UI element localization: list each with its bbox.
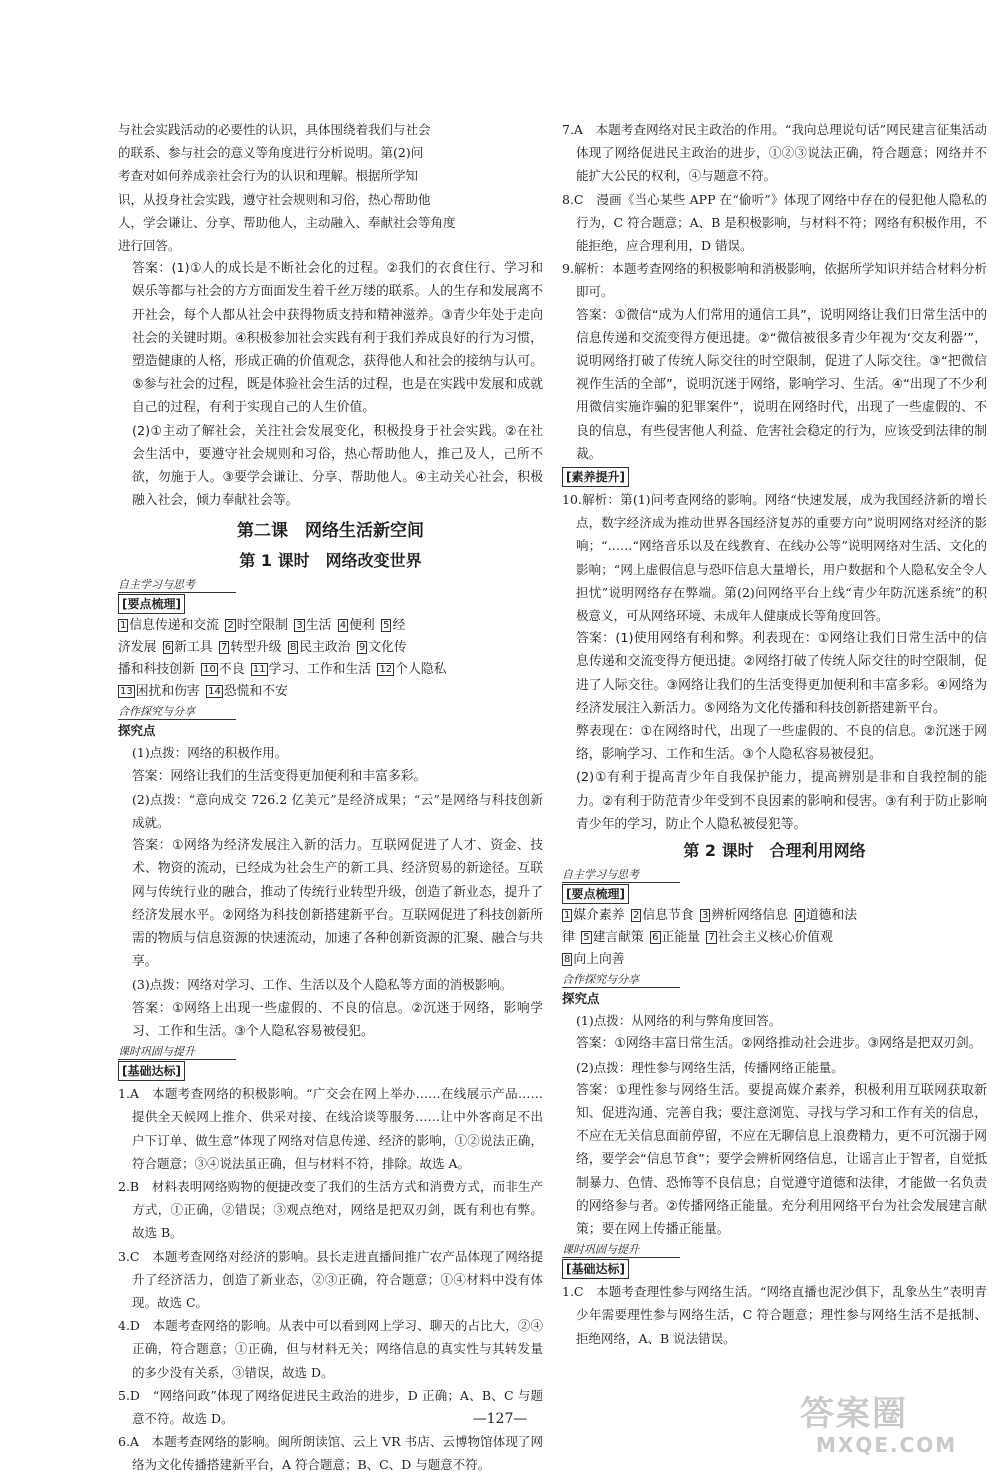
answer-paragraph: 答案：(1)①人的成长是不断社会化的过程。②我们的衣食住行、学习和娱乐等都与社会的方方面面发生着千丝万缕的联系。人的生存和发展离不开社会，每个人都从社会中获得物质支持和精神滋养。③青少年处于走向社会的关键时期。④积极参加社会实践有利于我们养成良好的行为习惯，塑造健康的人格，形成正确的价值观念，获得他人和社会的接纳与认可。⑤参与社会的过程，既是体验社会生活的过程，也是在实践中发展和成就自己的过程，有利于实现自己的人生价值。 [132, 261, 543, 416]
intro-line: 识，从投身社会实践，遵守社会规则和习俗，热心帮助他 [118, 191, 431, 207]
point-text: 便利 [349, 618, 375, 634]
answer-text: 答案：①微信“成为人们常用的通信工具”，说明网络让我们日常生活中的信息传递和交流变得方便迅捷。②“微信被很多青少年视为‘交友利器’”，说明网络打破了传统人际交往的时空限制，促进了人际交往。③“把微信视作生活的全部”，说明沉迷于网络，影响学习、生活。④“出现了不少利用微信实施诈骗的犯罪案件”，说明在网络时代，出现了一些虚假的、不良的信息，有些侵害他人利益、危害社会稳定的行为，应该受到法律的制裁。 [576, 307, 987, 462]
hint-text: (3)点拨：网络对学习、工作、生活以及个人隐私等方面的消极影响。 [132, 977, 513, 993]
intro-line: 进行回答。 [118, 238, 181, 254]
question-item: 1.C 本题考查理性参与网络生活。“网络直播也泥沙俱下，乱象丛生”表明青少年需要理性参与网络生活，C 符合题意；理性参与网络生活不是抵制、拒绝网络，A、B 说法错误。 [562, 1284, 987, 1346]
point-text: 不良 [218, 662, 245, 678]
key-points-list [562, 905, 987, 971]
point-text: 恐慌和不安 [223, 684, 288, 700]
point-number: 7 [708, 932, 715, 944]
page-number: —127— [472, 1411, 528, 1427]
hint-text: (1)点拨：从网络的利与弊角度回答。 [576, 1013, 782, 1029]
answer-text: 答案：(1)使用网络有利和弊。利表现在：①网络让我们日常生活中的信息传递和交流变得方便迅捷。②网络打破了传统人际交往的时空限制，促进了人际交往。③网络让我们的生活变得更加便利和丰富多彩。④网络为经济发展注入新活力。⑤网络为文化传播和科技创新搭建新平台。 [576, 631, 987, 716]
point-text: 济发展 [118, 640, 157, 656]
point-text: 民主政治 [299, 640, 351, 656]
point-number: 1 [120, 620, 127, 632]
period-title: 第 1 课时 网络改变世界 [239, 551, 422, 571]
answer-text: 答案：①理性参与网络生活。要提高媒介素养，积极利用互联网获取新知、促进沟通、完善自我；要注意浏览、寻找与学习和工作有关的信息，不应在无关信息面前停留，不应在无聊信息上浪费精力，更不可沉溺于网络，要学会“信息节食”；要学会辨析网络信息，让谣言止于智者，自觉抵制暴力、色情、恐怖等不良信息；自觉遵守道德和法律，才能做一名负责的网络参与者。②传播网络正能量。充分利用网络平台为社会发展建言献策；要在网上传播正能量。 [576, 1082, 987, 1237]
point-number: 6 [164, 642, 172, 654]
answer-text: 答案：①网络丰富日常生活。②网络推动社会进步。③网络是把双刃剑。 [576, 1036, 982, 1052]
tag-basic: [基础达标] [562, 1259, 629, 1279]
point-number: 14 [208, 686, 221, 698]
point-text: 律 [562, 930, 575, 946]
hint-text: (2)点拨：理性参与网络生活，传播网络正能量。 [576, 1059, 844, 1075]
point-number: 3 [701, 910, 709, 922]
point-text: 生活 [305, 618, 332, 634]
point-text: 道德和法 [805, 908, 858, 924]
point-text: 播和科技创新 [118, 662, 195, 678]
point-number: 8 [564, 954, 571, 966]
key-points-line [118, 615, 543, 637]
question-item: 6.A 本题考查网络的影响。闽所朗读馆、云上 VR 书店、云博物馆体现了网络为文化传播搭建新平台，A 符合题意；B、C、D 与题意不符。 [118, 1434, 543, 1473]
point-text: 信息传递和交流 [129, 618, 219, 634]
point-number: 4 [339, 620, 347, 632]
watermark-text: 答案圈 [800, 1394, 908, 1434]
section-label-self-study: 自主学习与思考 [562, 868, 680, 883]
answer-text: 答案：①网络上出现一些虚假的、不良的信息。②沉迷于网络，影响学习、工作和生活。③个人隐私容易被侵犯。 [132, 1000, 543, 1039]
point-text: 向上向善 [573, 952, 625, 968]
point-number: 5 [583, 932, 590, 944]
question-item: 3.C 本题考查网络对经济的影响。县长走进直播间推广农产品体现了网络提升了经济活力，创造了新业态，②③正确，符合题意；①④材料中没有体现。故选 C。 [118, 1248, 543, 1310]
period-title: 第 2 课时 合理利用网络 [683, 841, 866, 861]
section-label-consolidation: 课时巩固与提升 [562, 1243, 680, 1258]
point-text: 媒介素养 [573, 908, 625, 924]
key-points-line [118, 681, 543, 703]
key-points-list [118, 615, 543, 703]
question-item: 7.A 本题考查网络对民主政治的作用。“我向总理说句话”网民建言征集活动体现了网络促进民主政治的进步，①②③说法正确，符合题意；网络并不能扩大公民的权利，④与题意不符。 [562, 122, 987, 184]
hint-text: (2)点拨：“意向成交 726.2 亿美元”是经济成果；“云”是网络与科技创新成就。 [132, 791, 543, 831]
watermark-logo [800, 1395, 957, 1457]
point-number: 9 [358, 642, 366, 654]
point-number: 12 [379, 664, 393, 676]
point-text: 时空限制 [236, 618, 288, 634]
point-number: 1 [564, 910, 571, 922]
point-number: 7 [220, 642, 228, 654]
point-text: 文化传 [368, 640, 407, 656]
point-number: 2 [632, 910, 640, 922]
left-column [118, 118, 543, 1477]
section-label-cooperation: 合作探究与分享 [562, 973, 680, 988]
point-number: 5 [383, 620, 390, 632]
intro-explanation [118, 118, 543, 257]
explore-label: 探究点 [118, 723, 156, 739]
right-column [562, 118, 987, 1350]
point-text: 新工具 [174, 640, 213, 656]
point-text: 正能量 [661, 930, 700, 946]
lesson-title: 第二课 网络生活新空间 [237, 521, 424, 542]
point-text: 辨析网络信息 [711, 908, 789, 924]
question-item: 8.C 漫画《当心某些 APP 在“偷听”》体现了网络中存在的侵犯他人隐私的行为，C 符合题意；A、B 是积极影响，与材料不符；网络有积极作用，不能拒绝，应合理利用，D 错误。 [562, 191, 987, 254]
intro-line: 人，学会谦让、分享、帮助他人，主动融入、奉献社会等角度 [118, 214, 456, 230]
point-text: 转型升级 [230, 640, 282, 656]
point-text: 社会主义核心价值观 [717, 930, 833, 946]
point-number: 2 [227, 620, 234, 632]
tag-basic: [基础达标] [118, 1061, 185, 1081]
point-number: 6 [652, 932, 659, 944]
hint-text: (1)点拨：网络的积极作用。 [132, 745, 288, 761]
answer-text: 答案：①网络为经济发展注入新的活力。互联网促进了人才、资金、技术、物资的流动，已经成为社会生产的新工具、经济贸易的新途径。互联网与传统行业的融合，推动了传统行业转型升级，创造了新业态，提升了经济发展水平。②网络为科技创新搭建新平台。互联网促进了科技创新所需的物质与信息资源的快速流动，加速了各种创新资源的汇聚、融合与共享。 [132, 838, 543, 970]
tag-key-points: [要点梳理] [562, 884, 629, 904]
section-label-self-study: 自主学习与思考 [118, 578, 236, 593]
question-item: 5.D “网络问政”体现了网络促进民主政治的进步，D 正确；A、B、C 与题意不符。故选 D。 [118, 1387, 543, 1426]
point-number: 10 [203, 664, 216, 676]
question-item: 1.A 本题考查网络的积极影响。“广交会在网上举办……在线展示产品……提供全天候网上推介、供采对接、在线洽谈等服务……让中外客商足不出户下订单、做生意”体现了网络对信息传递、经济的影响，①②说法正确，符合题意；③④说法虽正确，但与材料不符，排除。故选 A。 [118, 1086, 543, 1171]
question-item: 9.解析：本题考查网络的积极影响和消极影响，依据所学知识并结合材料分析即可。 [562, 261, 987, 300]
question-item: 10.解析：第(1)问考查网络的影响。网络“快速发展，成为我国经济新的增长点，数字经济成为推动世界各国经济复苏的重要方向”说明网络对经济的影响；“……“网络音乐以及在线教育、在线办公等”说明网络对生活、文化的影响；“网上虚假信息与恐吓信息大量增长，用户数据和个人隐私安全令人担忧”说明网络存在弊端。第(2)问网络平台上线“青少年防沉迷系统”的积极意义，可从网络环境、未成年人健康成长等角度回答。 [562, 492, 987, 624]
point-number: 13 [120, 686, 133, 698]
section-label-consolidation: 课时巩固与提升 [118, 1045, 236, 1060]
point-number: 8 [289, 642, 297, 654]
point-number: 4 [796, 910, 803, 922]
key-points-line [562, 905, 987, 927]
intro-line: 考查对如何养成亲社会行为的认识和理解。根据所学知 [118, 168, 419, 184]
answer-text: (2)①有利于提高青少年自我保护能力，提高辨别是非和自我控制的能力。②有利于防范青少年受到不良因素的影响和侵害。③有利于防止影响青少年的学习，防止个人隐私被侵犯等。 [576, 770, 987, 832]
tag-key-points: [要点梳理] [118, 594, 185, 614]
tag-literacy: [素养提升] [562, 467, 629, 487]
explore-label: 探究点 [562, 991, 600, 1007]
point-text: 个人隐私 [395, 662, 447, 678]
key-points-line [562, 949, 987, 971]
key-points-line [562, 927, 987, 949]
point-number: 11 [252, 664, 266, 676]
key-points-line [118, 659, 543, 681]
watermark-url: MXQE.COM [816, 1433, 958, 1457]
question-item: 2.B 材料表明网络购物的便捷改变了我们的生活方式和消费方式，而非生产方式，①正确，②错误；③观点绝对，网络是把双刃剑，既有利也有弊。故选 B。 [118, 1178, 543, 1241]
point-number: 3 [296, 620, 303, 632]
point-text: 学习、工作和生活 [268, 662, 372, 678]
answer-text: 答案：网络让我们的生活变得更加便利和丰富多彩。 [132, 768, 427, 784]
intro-line: 的联系、参与社会的意义等角度进行分析说明。第(2)问 [118, 145, 424, 161]
point-text: 困扰和伤害 [135, 684, 200, 700]
section-label-cooperation: 合作探究与分享 [118, 705, 236, 720]
point-text: 建言献策 [592, 930, 644, 946]
point-text: 经 [392, 618, 406, 634]
point-text: 信息节食 [642, 908, 694, 924]
key-points-line [118, 637, 543, 659]
question-answers-list [562, 118, 987, 304]
question-item: 4.D 本题考查网络的影响。从表中可以看到网上学习、聊天的占比大，②④正确，符合题意；①正确，但与材料无关；网络信息的真实性与其转发量的多少没有关系，③错误，故选 D。 [118, 1318, 543, 1380]
intro-line: 与社会实践活动的必要性的认识，具体围绕着我们与社会 [118, 122, 431, 137]
answer-paragraph: (2)①主动了解社会，关注社会发展变化，积极投身于社会实践。②在社会生活中，要遵守社会规则和习俗，热心帮助他人，推己及人，己所不欲，勿施于人。③要学会谦让、分享、帮助他人。④主动关心社会，积极融入社会，倾力奉献社会等。 [132, 423, 543, 509]
answer-text: 弊表现在：①在网络时代，出现了一些虚假的、不良的信息。②沉迷于网络，影响学习、工作和生活。③个人隐私容易被侵犯。 [576, 724, 987, 763]
